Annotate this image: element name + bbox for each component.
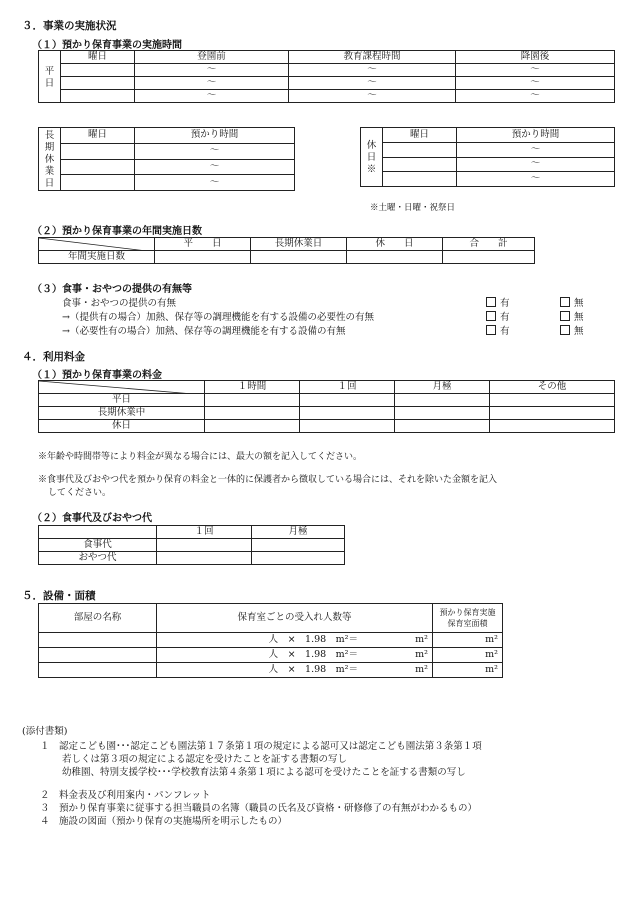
tilde-cell[interactable]: 〜 (456, 77, 615, 90)
fee-cell[interactable] (205, 420, 300, 433)
weekday-cell[interactable] (61, 77, 135, 90)
fee-cell[interactable] (490, 394, 615, 407)
meal-fee-cell[interactable] (252, 552, 345, 565)
tilde-cell[interactable]: 〜 (135, 159, 295, 175)
tilde-cell[interactable]: 〜 (457, 142, 615, 157)
meal-fee-cell[interactable] (252, 539, 345, 552)
checkbox-icon[interactable] (486, 311, 496, 321)
section-3-2-title: （２）預かり保育事業の年間実施日数 (32, 226, 202, 237)
meal-fee-cell[interactable] (157, 552, 252, 565)
header-room-name: 部屋の名称 (39, 604, 157, 633)
fee-note-2: ※食事代及びおやつ代を預かり保育の料金と一体的に保護者から徴収している場合には、それを除いた金額を記入 (38, 475, 498, 485)
area-unit: m² (485, 634, 498, 645)
checkbox-icon[interactable] (560, 297, 570, 307)
holiday-hours-table (360, 127, 615, 187)
header-after-leave: 降園後 (456, 51, 615, 64)
section-4-title: ４．利用料金 (22, 351, 85, 363)
holiday-note: ※土曜・日曜・祝祭日 (370, 203, 456, 213)
tilde-cell[interactable]: 〜 (457, 172, 615, 187)
capacity-formula: 人 × 1.98 m²＝ (268, 634, 358, 645)
room-name-cell[interactable] (39, 648, 157, 663)
area-unit: m² (485, 664, 498, 675)
weekday-cell[interactable] (383, 142, 457, 157)
area-unit: m² (485, 649, 498, 660)
fee-cell[interactable] (300, 394, 395, 407)
capacity-formula: 人 × 1.98 m²＝ (268, 664, 358, 675)
capacity-cell[interactable] (157, 648, 433, 663)
fee-row-label: 休日 (39, 420, 205, 433)
fee-cell[interactable] (395, 407, 490, 420)
area-unit: m² (415, 664, 428, 675)
weekday-hours-table (38, 50, 615, 103)
header-hours: 預かり時間 (135, 128, 295, 144)
tilde-cell[interactable]: 〜 (135, 77, 289, 90)
fee-row-label: 平日 (39, 394, 205, 407)
diagonal-header-cell (39, 381, 205, 394)
weekday-cell[interactable] (61, 159, 135, 175)
fee-cell[interactable] (490, 420, 615, 433)
section-3-1-title: （１）預かり保育事業の実施時間 (32, 40, 182, 51)
checkbox-icon[interactable] (486, 325, 496, 335)
header-total: 合 計 (443, 238, 535, 251)
area-unit: m² (415, 634, 428, 645)
capacity-cell[interactable] (157, 633, 433, 648)
attachment-item: 若しくは第３項の規定による認定を受けたことを証する書類の写し (62, 754, 348, 765)
room-name-cell[interactable] (39, 633, 157, 648)
food-item-label: →（提供有の場合）加熱、保存等の調理機能を有する設備の必要性の有無 (62, 312, 374, 323)
food-item-no[interactable]: 無 (560, 295, 584, 309)
meal-fee-table (38, 525, 345, 565)
food-item-yes[interactable]: 有 (486, 309, 510, 323)
fee-cell[interactable] (205, 394, 300, 407)
header-weekday: 曜日 (61, 51, 135, 64)
days-cell[interactable] (251, 251, 347, 264)
days-cell[interactable] (347, 251, 443, 264)
attachment-item: ４ 施設の図面（預かり保育の実施場所を明示したもの） (40, 816, 288, 827)
fee-cell[interactable] (300, 407, 395, 420)
fee-note-2-cont: してください。 (48, 488, 112, 498)
area-cell[interactable] (433, 663, 503, 678)
header-per-time: １回 (157, 526, 252, 539)
meal-row-label: 食事代 (39, 539, 157, 552)
weekday-cell[interactable] (383, 172, 457, 187)
days-cell[interactable] (443, 251, 535, 264)
header-per-hour: １時間 (205, 381, 300, 394)
weekday-cell[interactable] (61, 90, 135, 103)
attachment-item: ３ 預かり保育事業に従事する担当職員の名簿（職員の氏名及び資格・研修修了の有無がわかるもの） (40, 803, 478, 814)
attachment-item: 幼稚園、特別支援学校･･･学校教育法第４条第１項による認可を受けたことを証する書類の写し (62, 767, 466, 778)
header-long-vacation: 長期休業日 (251, 238, 347, 251)
tilde-cell[interactable]: 〜 (135, 64, 289, 77)
fee-cell[interactable] (300, 420, 395, 433)
area-cell[interactable] (433, 648, 503, 663)
tilde-cell[interactable]: 〜 (289, 64, 456, 77)
header-hours: 預かり時間 (457, 128, 615, 143)
diagonal-line (39, 238, 155, 251)
food-item-no[interactable]: 無 (560, 323, 584, 337)
checkbox-icon[interactable] (560, 325, 570, 335)
section-4-1-title: （１）預かり保育事業の料金 (32, 370, 162, 381)
checkbox-icon[interactable] (486, 297, 496, 307)
diagonal-line (39, 381, 205, 394)
area-unit: m² (415, 649, 428, 660)
header-per-time: １回 (300, 381, 395, 394)
fee-cell[interactable] (395, 420, 490, 433)
header-capacity: 保育室ごとの受入れ人数等 (157, 604, 433, 633)
meal-fee-cell[interactable] (157, 539, 252, 552)
weekday-side-label: 平日 (39, 51, 61, 103)
meal-row-label: おやつ代 (39, 552, 157, 565)
capacity-formula: 人 × 1.98 m²＝ (268, 649, 358, 660)
weekday-cell[interactable] (61, 143, 135, 159)
long-vacation-hours-table (38, 127, 295, 191)
facility-area-table (38, 603, 503, 678)
tilde-cell[interactable]: 〜 (457, 157, 615, 172)
food-item-yes[interactable]: 有 (486, 323, 510, 337)
header-other: その他 (490, 381, 615, 394)
days-cell[interactable] (155, 251, 251, 264)
header-class-time: 教育課程時間 (289, 51, 456, 64)
fee-row-label: 長期休業中 (39, 407, 205, 420)
tilde-cell[interactable]: 〜 (289, 90, 456, 103)
food-item-yes[interactable]: 有 (486, 295, 510, 309)
tilde-cell[interactable]: 〜 (456, 90, 615, 103)
fee-cell[interactable] (395, 394, 490, 407)
weekday-cell[interactable] (383, 157, 457, 172)
capacity-cell[interactable] (157, 663, 433, 678)
section-3-title: ３．事業の実施状況 (22, 20, 117, 32)
weekday-cell[interactable] (61, 175, 135, 191)
food-item-no[interactable]: 無 (560, 309, 584, 323)
room-name-cell[interactable] (39, 663, 157, 678)
header-area: 預かり保育実施 保育室面積 (433, 604, 503, 633)
header-holiday: 休 日 (347, 238, 443, 251)
tilde-cell[interactable]: 〜 (135, 143, 295, 159)
fee-cell[interactable] (205, 407, 300, 420)
header-before-arrival: 登園前 (135, 51, 289, 64)
attachment-item: ２ 料金表及び利用案内・パンフレット (40, 790, 211, 801)
attachments-title: (添付書類) (22, 726, 68, 737)
attachment-item: １ 認定こども園･･･認定こども園法第１７条第１項の規定による認可又は認定こども園法第３条第１項 (40, 741, 482, 752)
header-weekday: 平 日 (155, 238, 251, 251)
section-4-2-title: （２）食事代及びおやつ代 (32, 513, 152, 524)
header-weekday: 曜日 (383, 128, 457, 143)
checkbox-icon[interactable] (560, 311, 570, 321)
annual-days-table (38, 237, 535, 264)
header-monthly: 月極 (395, 381, 490, 394)
row-label-annual-days: 年間実施日数 (39, 251, 155, 264)
section-5-title: ５．設備・面積 (22, 590, 96, 602)
tilde-cell[interactable]: 〜 (135, 90, 289, 103)
empty-header-cell (39, 526, 157, 539)
holiday-side-label: 休日※ (361, 128, 383, 187)
fee-cell[interactable] (490, 407, 615, 420)
header-monthly: 月極 (252, 526, 345, 539)
long-vacation-side-label: 長期休業日 (39, 128, 61, 191)
fee-table (38, 380, 615, 433)
weekday-cell[interactable] (61, 64, 135, 77)
section-3-3-title: （３）食事・おやつの提供の有無等 (32, 284, 192, 295)
tilde-cell[interactable]: 〜 (456, 64, 615, 77)
tilde-cell[interactable]: 〜 (289, 77, 456, 90)
tilde-cell[interactable]: 〜 (135, 175, 295, 191)
header-weekday: 曜日 (61, 128, 135, 144)
food-item-label: 食事・おやつの提供の有無 (62, 298, 177, 309)
food-item-label: →（必要性有の場合）加熱、保存等の調理機能を有する設備の有無 (62, 326, 346, 337)
diagonal-header-cell (39, 238, 155, 251)
area-cell[interactable] (433, 633, 503, 648)
fee-note-1: ※年齢や時間帯等により料金が異なる場合には、最大の額を記入してください。 (38, 452, 363, 462)
